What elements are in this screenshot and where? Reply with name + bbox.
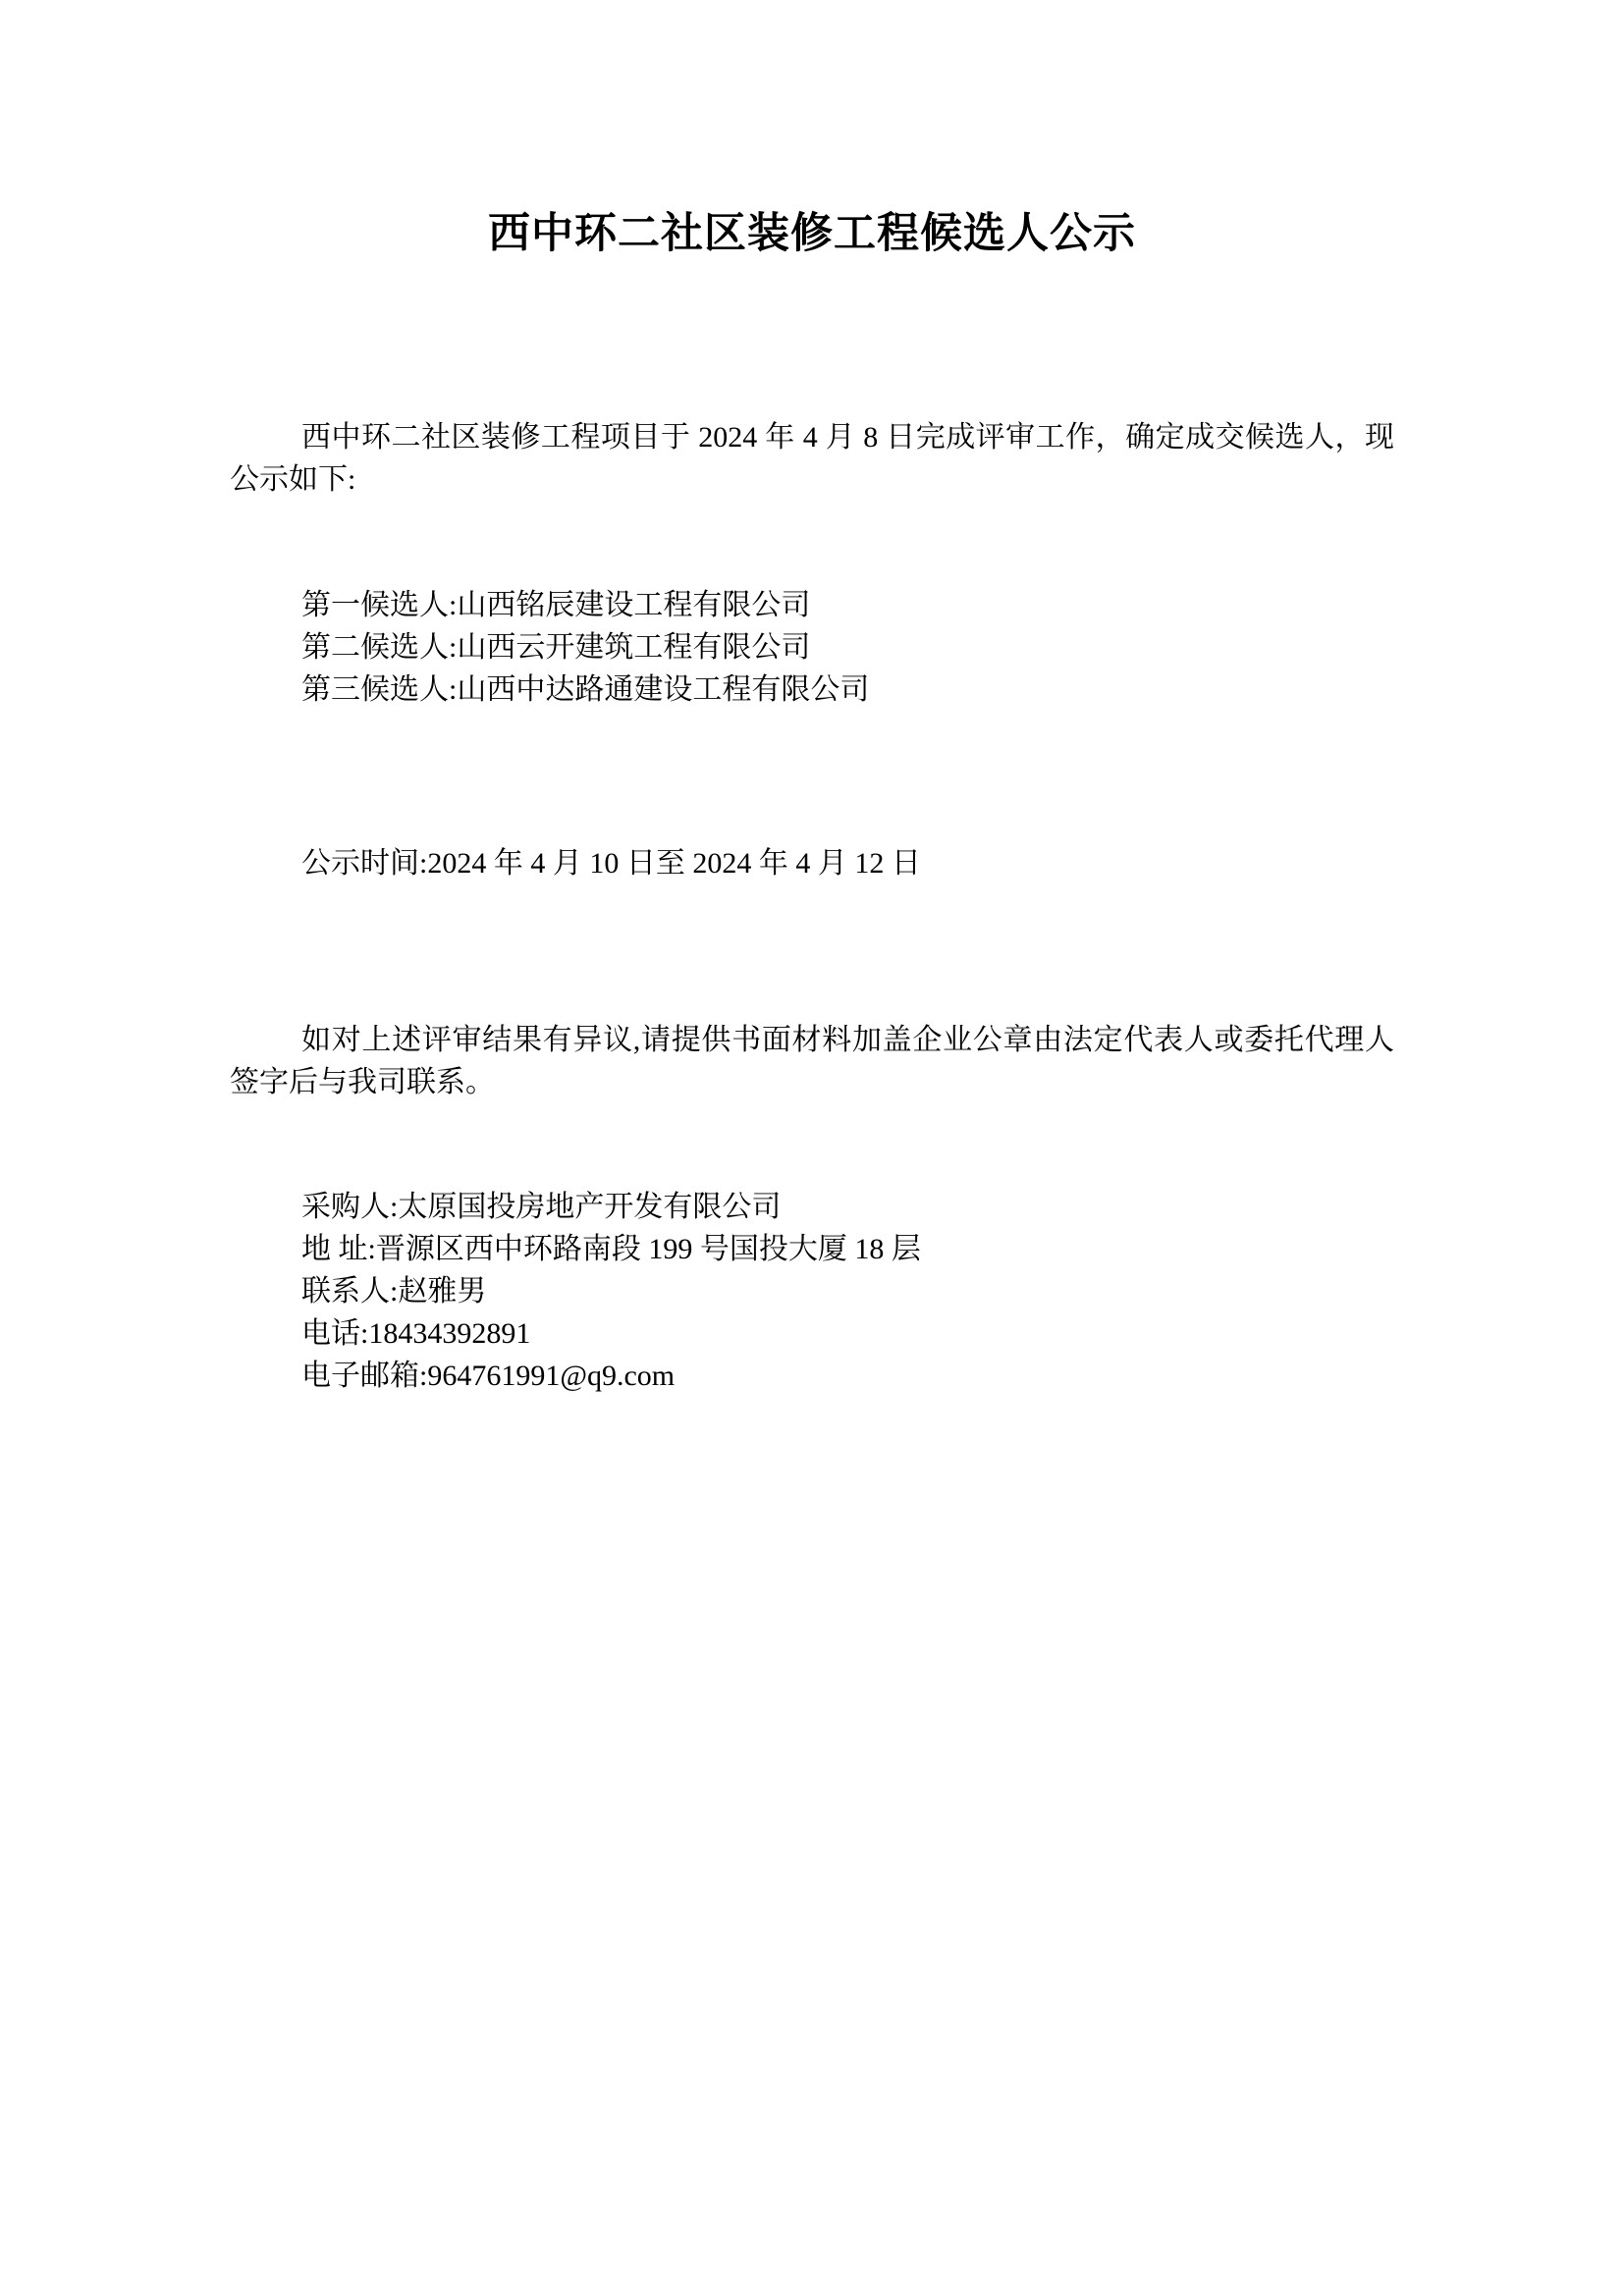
intro-paragraph: 西中环二社区装修工程项目于 2024 年 4 月 8 日完成评审工作，确定成交候选人，现公示如下: bbox=[230, 421, 1394, 496]
candidate-item-second: 第二候选人:山西云开建筑工程有限公司 bbox=[301, 631, 811, 664]
phone-line: 电话:18434392891 bbox=[301, 1317, 531, 1350]
contact-block bbox=[230, 1186, 1394, 1397]
email-line: 电子邮箱:964761991@q9.com bbox=[301, 1360, 676, 1392]
address-line: 地 址:晋源区西中环路南段 199 号国投大厦 18 层 bbox=[301, 1233, 921, 1265]
candidate-item-first: 第一候选人:山西铭辰建设工程有限公司 bbox=[301, 589, 811, 621]
publicity-period: 公示时间:2024 年 4 月 10 日至 2024 年 4 月 12 日 bbox=[301, 847, 921, 880]
candidate-list bbox=[230, 584, 1394, 711]
contact-person-line: 联系人:赵雅男 bbox=[301, 1275, 487, 1308]
objection-paragraph: 如对上述评审结果有异议,请提供书面材料加盖企业公章由法定代表人或委托代理人签字后与我司联系。 bbox=[230, 1024, 1394, 1098]
purchaser-line: 采购人:太原国投房地产开发有限公司 bbox=[301, 1191, 782, 1223]
candidate-item-third: 第三候选人:山西中达路通建设工程有限公司 bbox=[301, 673, 870, 706]
document-title: 西中环二社区装修工程候选人公示 bbox=[488, 211, 1136, 257]
